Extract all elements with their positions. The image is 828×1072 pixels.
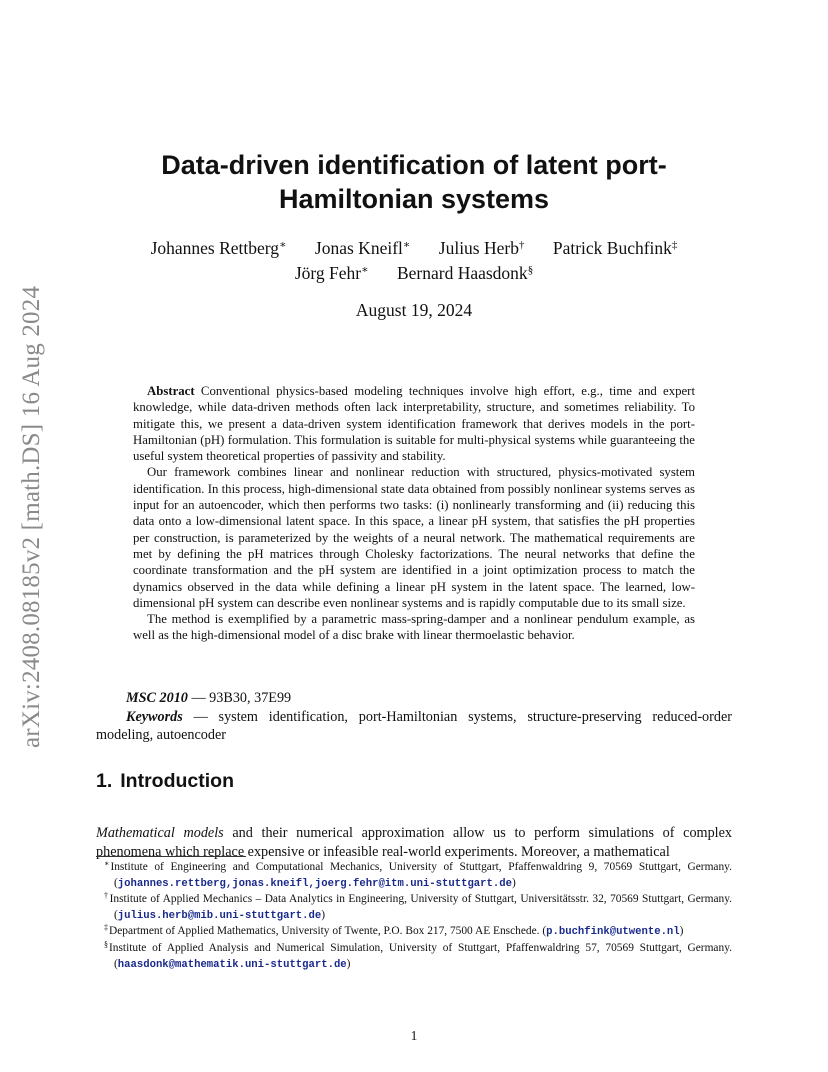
affiliation-mark: ∗ (279, 239, 287, 251)
footnote-end: ) (511, 876, 516, 889)
abstract-paragraph: The method is exemplified by a parametric mass-spring-damper and a nonlinear pendulum example, as well as the high-dimensional model of a disc brake with linear thermoelastic behavior. (133, 612, 695, 643)
section-number: 1. (96, 770, 113, 792)
author (315, 238, 410, 258)
footnote (100, 860, 732, 892)
author-name: Jörg Fehr (294, 263, 362, 283)
affiliation-mark: † (518, 239, 525, 251)
paper-title: Data-driven identification of latent port-Hamiltonian systems (161, 150, 667, 214)
footnote-mark: † (104, 891, 109, 901)
intro-emphasis: Mathematical models (96, 825, 224, 841)
footnote (100, 892, 732, 924)
author (553, 238, 678, 258)
footnote-end: ) (321, 908, 326, 921)
classification-block (96, 689, 732, 745)
author (295, 263, 369, 283)
author-name: Johannes Rettberg (150, 238, 280, 258)
footnote (100, 941, 732, 973)
email-link[interactable]: johannes.rettberg,jonas.kneifl,joerg.fehr@itm.uni-stuttgart.de (117, 877, 512, 890)
author (397, 263, 533, 283)
arxiv-identifier: arXiv:2408.08185v2 [math.DS] 16 Aug 2024 (18, 285, 45, 749)
page-number: 1 (410, 1028, 418, 1043)
section-heading (96, 770, 234, 793)
author-list (90, 236, 738, 286)
publication-date: August 19, 2024 (355, 300, 473, 320)
keywords-label: Keywords (126, 708, 183, 725)
abstract (133, 383, 695, 644)
abstract-paragraph (133, 383, 695, 464)
affiliation-mark: ∗ (402, 239, 411, 251)
author-name: Patrick Buchfink (552, 238, 672, 258)
author-line-1 (90, 236, 738, 261)
footnote-mark: ‡ (104, 923, 108, 933)
author-name: Bernard Haasdonk (396, 263, 528, 283)
abstract-text: Conventional physics-based modeling techniques involve high effort, e.g., time and expert knowledge, while data-driven methods often lack interpretability, structure, and sometimes reliability. To mitigate this, we present a data-driven system identification framework that derives models in the port-Hamiltonian (pH) formulation. This formulation is suitable for multi-physical systems while guaranteeing the useful system theoretical properties of passivity and stability. (133, 384, 696, 464)
email-link[interactable]: haasdonk@mathematik.uni-stuttgart.de (117, 958, 347, 971)
footnote-rule (96, 856, 246, 857)
footnote-mark: § (104, 939, 108, 949)
section-title-text: Introduction (120, 770, 234, 792)
footnote-end: ) (346, 957, 351, 970)
msc-label: MSC 2010 (126, 690, 188, 706)
msc-text: — 93B30, 37E99 (191, 690, 292, 706)
intro-text: and their numerical approximation allow us to perform simulations of complex phenomena which replace expensive or infeasible real-world experiments. Moreover, a mathematical (96, 825, 732, 860)
email-link[interactable]: p.buchfink@utwente.nl (546, 926, 680, 939)
affiliation-mark: ∗ (361, 264, 369, 276)
affiliation-mark: § (527, 264, 534, 276)
keywords-line (96, 708, 732, 745)
author (151, 238, 287, 258)
footnote-end: ) (679, 925, 684, 938)
author-line-2 (90, 261, 738, 286)
author-name: Jonas Kneifl (314, 238, 403, 258)
affiliation-mark: ‡ (671, 239, 678, 251)
abstract-paragraph: Our framework combines linear and nonlinear reduction with structured, physics-motivated system identification. In this process, high-dimensional state data obtained from possibly nonlinear systems serves as input for an autoencoder, which then performs two tasks: (i) nonlinearly transforming and (ii) reducing this data onto a low-dimensional latent space. In this space, a linear pH system, that satisfies the pH properties per construction, is parameterized by the weights of a neural network. The mathematical requirements are met by defining the pH matrices through Cholesky factorizations. The neural networks that define the coordinate transformation and the pH system are identified in a joint optimization process to match the dynamics observed in the data while defining a linear pH system in the latent space. The learned, low-dimensional pH system can describe even nonlinear systems and is rapidly computable due to its small size. (133, 465, 695, 610)
author (439, 238, 525, 258)
abstract-label: Abstract (147, 384, 195, 398)
footnote-text: Institute of Applied Analysis and Numerical Simulation, University of Stuttgart, Pfaffenwaldring 57, 70569 Stuttgart, Germany. ( (109, 941, 732, 970)
keywords-text: — system identification, port-Hamiltonian systems, structure-preserving reduced-order modeling, autoencoder (96, 708, 732, 743)
footnote-text: Institute of Applied Mechanics – Data Analytics in Engineering, University of Stuttgart, Universitätsstr. 32, 70569 Stuttgart, Germany. ( (109, 893, 733, 921)
footnote-text: Institute of Engineering and Computational Mechanics, University of Stuttgart, Pfaffenwaldring 9, 70569 Stuttgart, Germany. ( (110, 861, 732, 889)
author-name: Julius Herb (438, 238, 519, 258)
footnote-mark: ∗ (104, 859, 110, 868)
footnote-text: Department of Applied Mathematics, University of Twente, P.O. Box 217, 7500 AE Enschede. ( (109, 925, 547, 938)
footnote (100, 924, 732, 941)
footnotes (100, 860, 732, 973)
email-link[interactable]: julius.herb@mib.uni-stuttgart.de (117, 909, 322, 922)
msc-line (96, 689, 732, 708)
